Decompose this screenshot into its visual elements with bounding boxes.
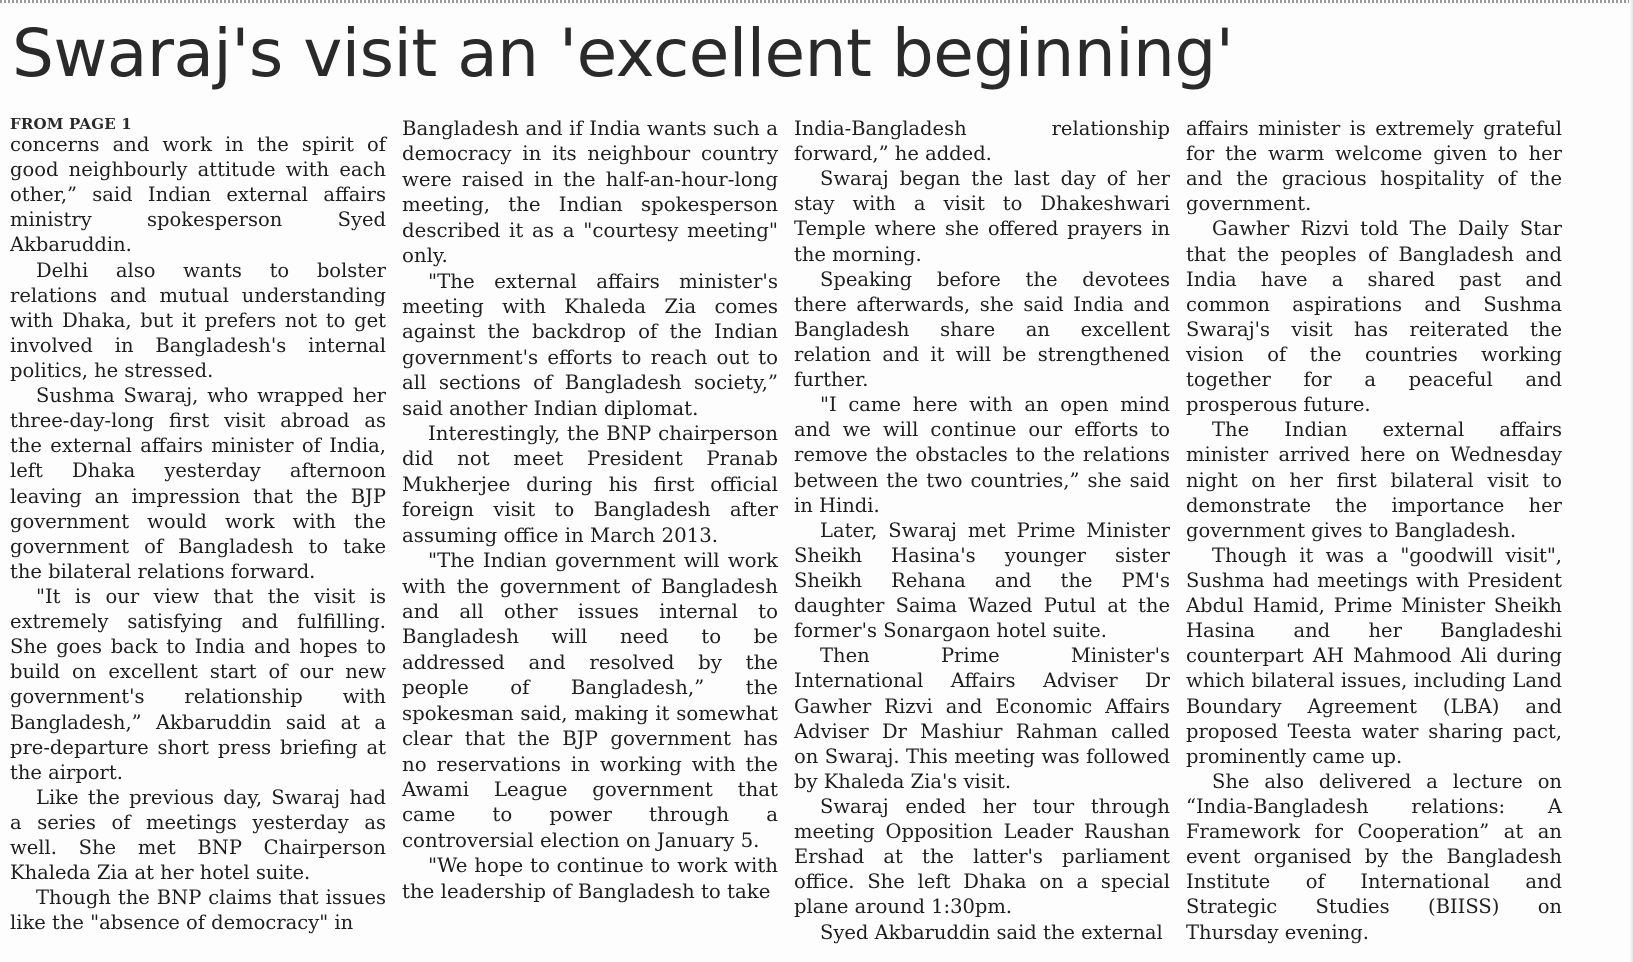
paragraph: Though it was a "goodwill visit", Sushma had meetings with President Abdul Hamid, Prime Minister Sheikh Hasina and her Bangladeshi counterpart AH Mahmood Ali during which bilateral issues, including Land Boundary Agreement (LBA) and proposed Teesta water sharing pact, prominently came up. xyxy=(1186,543,1562,768)
paragraph: Though the BNP claims that issues like the "absence of democracy" in xyxy=(10,886,386,935)
paragraph: Sushma Swaraj, who wrapped her three-day-long first visit abroad as the external affairs minister of India, left Dhaka yesterday afternoon leaving an impression that the BJP government would work with the government of Bangladesh to take the bilateral relations forward. xyxy=(10,384,386,583)
headline: Swaraj's visit an 'excellent beginning' xyxy=(12,15,1234,92)
paragraph: Syed Akbaruddin said the external xyxy=(820,920,1163,944)
paragraph: Swaraj began the last day of her stay with a visit to Dhakeshwari Temple where she offered prayers in the morning. xyxy=(794,167,1170,266)
paragraph: Delhi also wants to bolster relations and mutual understanding with Dhaka, but it prefers not to get involved in Bangladesh's internal politics, he stressed. xyxy=(10,258,386,382)
paragraph: "It is our view that the visit is extremely satisfying and fulfilling. She goes back to India and hopes to build on excellent start of our new government's relationship with Bangladesh,” Akbaruddin said at a pre-departure short press briefing at the airport. xyxy=(10,584,386,784)
paragraph: Bangladesh and if India wants such a democracy in its neighbour country were raised in the half-an-hour-long meeting, the Indian spokesperson described it as a "courtesy meeting" only. xyxy=(402,117,778,268)
page-edge xyxy=(1629,0,1633,962)
paragraph: "The Indian government will work with the government of Bangladesh and all other issues internal to Bangladesh will need to be addressed and resolved by the people of Bangladesh,” the spokesman said, making it somewhat clear that the BJP government has no reservations in working with the Awami League government that came to power through a controversial election on January 5. xyxy=(402,549,778,852)
column-4 xyxy=(1186,116,1562,945)
paragraph: India-Bangladesh relationship forward,” he added. xyxy=(794,117,1170,166)
paragraph: Interestingly, the BNP chairperson did not meet President Pranab Mukherjee during his first official foreign visit to Bangladesh after assuming office in March 2013. xyxy=(402,422,778,547)
paragraph: "I came here with an open mind and we will continue our efforts to remove the obstacles to the relations between the two countries,” she said in Hindi. xyxy=(794,393,1170,517)
paragraph: "The external affairs minister's meeting with Khaleda Zia comes against the backdrop of the Indian government's efforts to reach out to all sections of Bangladesh society,” said another Indian diplomat. xyxy=(402,269,778,420)
paragraph: Later, Swaraj met Prime Minister Sheikh Hasina's younger sister Sheikh Rehana and the PM's daughter Saima Wazed Putul at the former's Sonargaon hotel suite. xyxy=(794,518,1170,643)
dateline: FROM PAGE 1 xyxy=(10,115,132,133)
paragraph: Swaraj ended her tour through meeting Opposition Leader Raushan Ershad at the latter's parliament office. She left Dhaka on a special plane around 1:30pm. xyxy=(794,794,1170,919)
paragraph: Gawher Rizvi told The Daily Star that the peoples of Bangladesh and India have a shared past and common aspirations and Sushma Swaraj's visit has reiterated the vision of the countries working together for a peaceful and prosperous future. xyxy=(1186,217,1562,417)
column-3 xyxy=(794,116,1170,945)
paragraph: affairs minister is extremely grateful for the warm welcome given to her and the gracious hospitality of the government. xyxy=(1186,117,1562,216)
paragraph: The Indian external affairs minister arrived here on Wednesday night on her first bilateral visit to demonstrate the importance her government gives to Bangladesh. xyxy=(1186,418,1562,542)
top-rule xyxy=(0,0,1633,3)
paragraph: She also delivered a lecture on “India-Bangladesh relations: A Framework for Cooperation” at an event organised by the Bangladesh Institute of International and Strategic Studies (BIISS) on Thursday evening. xyxy=(1186,769,1562,944)
paragraph: Speaking before the devotees there afterwards, she said India and Bangladesh share an excellent relation and it will be strengthened further. xyxy=(794,267,1170,392)
paragraph: "We hope to continue to work with the leadership of Bangladesh to take xyxy=(402,854,778,903)
paragraph: Like the previous day, Swaraj had a series of meetings yesterday as well. She met BNP Chairperson Khaleda Zia at her hotel suite. xyxy=(10,785,386,885)
article-body xyxy=(10,116,1620,956)
paragraph: concerns and work in the spirit of good neighbourly attitude with each other,” said Indian external affairs ministry spokesperson Syed Akbaruddin. xyxy=(10,133,386,257)
column-1 xyxy=(10,116,386,936)
paragraph: Then Prime Minister's International Affairs Adviser Dr Gawher Rizvi and Economic Affairs Adviser Dr Mashiur Rahman called on Swaraj. This meeting was followed by Khaleda Zia's visit. xyxy=(794,644,1170,793)
column-2 xyxy=(402,116,778,904)
